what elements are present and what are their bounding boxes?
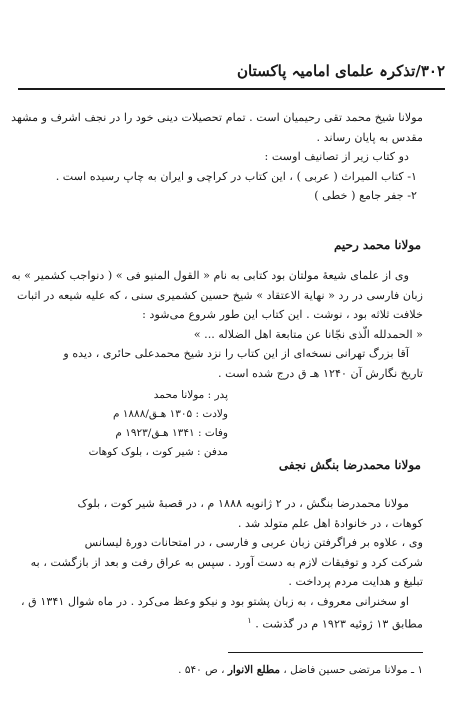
text-line: وی از علمای شیعهٔ مولتان بود کتابی به نام « القول المنیو فی » ( دنواجب کشمیر » به: [11, 269, 409, 282]
entry-body: [20, 494, 423, 634]
text-line-content: مطابق ۱۳ ژوئیه ۱۹۲۳ م در گذشت .: [255, 617, 423, 631]
header-rule: [18, 88, 445, 90]
text-line: زبان فارسی در رد « نهایة الاعتقاد » شیخ حسین کشمیری سنی ، که علیه شیعه در اثبات: [17, 288, 423, 302]
footnote: [33, 662, 423, 678]
footnote-prefix: ۱ ـ مولانا مرتضی حسین فاضل ،: [283, 664, 423, 676]
text-line: مولانا محمدرضا بنگش ، در ۲ ژانویه ۱۸۸۸ م ، در قصبهٔ شیر کوت ، بلوک: [77, 497, 409, 510]
footnote-suffix: ، ص ۵۴۰ .: [178, 664, 225, 676]
text-line: او سخنرانی معروف ، به زبان پشتو بود و نیکو وعظ می‌کرد . در ماه شوال ۱۳۴۱ ق ،: [20, 594, 409, 608]
bio-birth: ولادت : ۱۳۰۵ هـق/۱۸۸۸ م: [112, 408, 228, 420]
running-head: ۳۰۲/تذکرہ علمای امامیہ پاکستان: [237, 62, 445, 80]
bio-death: وفات : ۱۳۴۱ هـق/۱۹۲۳ م: [115, 427, 228, 439]
text-line: خلافت ثلاثه بود ، نوشت . این کتاب این طور شروع می‌شود :: [142, 308, 423, 321]
entry-heading: مولانا محمد رحیم: [333, 238, 421, 252]
footnote-marker: ۱: [247, 616, 252, 625]
text-line: کوهات ، در خانوادهٔ اهل علم متولد شد .: [237, 516, 423, 530]
bio-burial: مدفن : شیر کوت ، بلوک کوهات: [88, 446, 228, 458]
list-item: ۲- جفر جامع ( خطی ): [314, 189, 417, 202]
entry-body: [11, 266, 423, 383]
bio-details: [68, 386, 228, 462]
entry-heading: مولانا محمدرضا بنگش نجفی: [278, 458, 421, 472]
list-item: ۱- کتاب المیراث ( عربی ) ، این کتاب در کراچی و ایران به چاپ رسیده است .: [55, 169, 417, 183]
text-line: تاریخ نگارش آن ۱۲۴۰ هـ ق درج شده است .: [218, 366, 423, 380]
text-line: « الحمدلله الّذی نجّانا عن متابعة اهل الضلاله ... »: [193, 327, 423, 341]
footnote-source-title: مطلع الانوار: [227, 664, 281, 676]
text-line: شرکت کرد و توفیقات لازم به دست آورد . سپس به عراق رفت و بعد از بازگشت ، به: [30, 555, 423, 569]
entry-continuation: [11, 108, 423, 206]
text-line: آقا بزرگ تهرانی نسخه‌ای از این کتاب را نزد شیخ محمدعلی حائری ، دیده و: [63, 347, 409, 360]
text-line: وی ، علاوه بر فراگرفتن زبان عربی و فارسی ، در امتحانات دورهٔ لیسانس: [84, 536, 423, 549]
text-line: دو کتاب زیر از تصانیف اوست :: [264, 150, 409, 163]
footnote-rule: [228, 652, 423, 653]
text-line: مقدس به پایان رساند .: [316, 130, 423, 144]
bio-father: پدر : مولانا محمد: [153, 389, 228, 401]
text-line: مولانا شیخ محمد تقی رحیمیان است . تمام تحصیلات دینی خود را در نجف اشرف و مشهد: [11, 111, 423, 124]
text-line: [33, 611, 423, 634]
text-line: تبلیغ و هدایت مردم پرداخت .: [288, 575, 423, 588]
